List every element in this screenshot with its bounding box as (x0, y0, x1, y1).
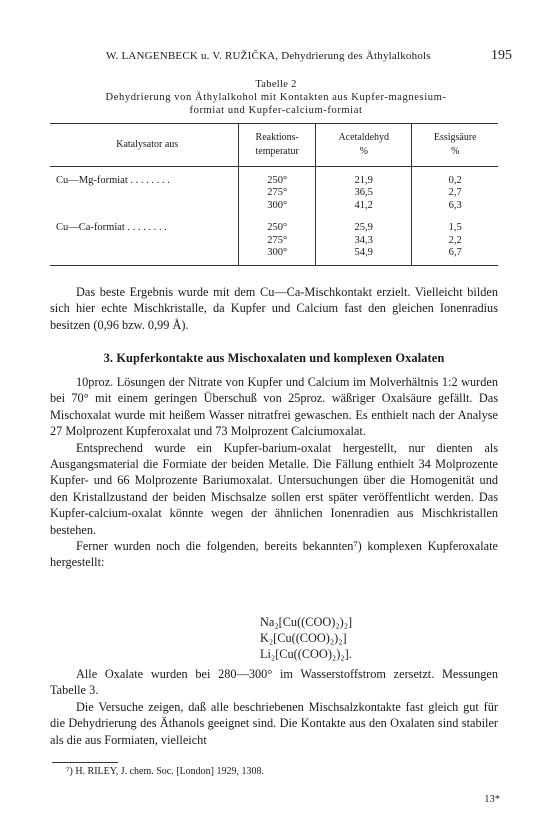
paragraph: 10proz. Lösungen der Nitrate von Kupfer und Calcium im Molverhältnis 1:2 wurden bei 70° mit einem geringen Überschuß von 25proz. wäßriger Oxalsäure gefällt. Das Mischoxalat wurde mit heißem Wasser nitratfrei gewaschen. Es enthielt nach der Analyse 27 Molprozent Kupferoxalat und 73 Molprozent Calciumoxalat. (50, 375, 498, 439)
table-header-row (50, 124, 498, 167)
table-row (50, 167, 498, 188)
essigsaeure-cell: 2,2 (448, 234, 462, 246)
col-header-acetaldehyd: Acetaldehyd % (316, 124, 412, 167)
col-header-temperature: Reaktions- temperatur (239, 124, 316, 167)
paragraph: Die Versuche zeigen, daß alle beschriebenen Mischsalzkontakte fast gleich gut für die Dehydrierung des Äthanols geeignet sind. Die Kontakte aus den Oxalaten sind stabiler als die aus Formiaten, vielleicht (50, 699, 498, 747)
temp-cell: 300° (239, 247, 316, 266)
essigsaeure-cell: 6,7 (412, 247, 498, 266)
running-head-text: W. LANGENBECK u. V. RUŽIČKA, Dehydrierung des Äthylalkohols (106, 50, 431, 62)
acetaldehyd-cell: 25,9 (316, 222, 412, 234)
results-table (50, 123, 498, 266)
formula: K₂[Cu((COO)₂)₂] (260, 631, 347, 645)
signature-mark: 13* (484, 794, 500, 805)
formula-list (260, 614, 352, 662)
footnote: ⁷) H. RILEY, J. chem. Soc. [London] 1929, 1308. (66, 766, 265, 777)
acetaldehyd-cell: 21,9 (316, 167, 412, 188)
table-row (50, 247, 498, 266)
paragraph-group-conclusion (50, 666, 498, 748)
catalyst-cell: Cu—Ca-formiat . . . . . . . . (50, 222, 239, 234)
table-caption (20, 78, 532, 117)
paragraph: Ferner wurden noch die folgenden, bereits bekannten⁷) komplexen Kupferoxalate hergestellt: (50, 539, 498, 570)
paragraph: Das beste Ergebnis wurde mit dem Cu—Ca-Mischkontakt erzielt. Vielleicht bilden sich hier echte Mischkristalle, da Kupfer und Calcium fast den gleichen Ionenradius besitzen (0,96 bzw. 0,99 Å). (50, 285, 498, 332)
temp-cell: 275° (239, 187, 316, 199)
acetaldehyd-cell: 36,5 (316, 187, 412, 199)
footnote-divider (52, 762, 118, 763)
table-number: Tabelle 2 (255, 79, 297, 90)
essigsaeure-cell: 1,5 (448, 222, 462, 234)
formula: Na₂[Cu((COO)₂)₂] (260, 615, 353, 629)
paragraph: Entsprechend wurde ein Kupfer-barium-oxalat hergestellt, nur dienten als Ausgangsmaterial die Formiate der beiden Metalle. Die Fällung enthielt 34 Molprozente Kupfer- und 66 Molprozente Bariumoxalat. Untersuchungen über die Homogenität und den Kristallzustand der beiden Mischsalze sollen erst später veröffentlicht werden. Das Kupfer-calcium-oxalat könnte wegen der ähnlichen Ionenradien aus Mischkristallen bestehen. (50, 440, 498, 537)
essigsaeure-cell: 6,3 (448, 199, 462, 211)
table-row (50, 222, 498, 234)
col-header-essigsaeure: Essigsäure % (412, 124, 498, 167)
formula: Li₂[Cu((COO)₂)₂]. (260, 647, 352, 661)
section-title: 3. Kupferkontakte aus Mischoxalaten und komplexen Oxalaten (103, 351, 445, 365)
table-row (50, 187, 498, 199)
acetaldehyd-cell: 41,2 (316, 200, 412, 212)
temp-cell: 250° (239, 167, 316, 188)
essigsaeure-cell: 0,2 (448, 175, 462, 186)
temp-cell: 275° (239, 235, 316, 247)
paragraph-group-methods (50, 374, 498, 571)
acetaldehyd-cell: 34,3 (316, 235, 412, 247)
table-row (50, 200, 498, 212)
table-caption-line-2: formiat und Kupfer-calcium-formiat (189, 105, 363, 116)
table-caption-line-1: Dehydrierung von Äthylalkohol mit Kontakten aus Kupfer-magnesium- (105, 92, 447, 103)
catalyst-cell: Cu—Mg-formiat . . . . . . . . (50, 167, 239, 188)
acetaldehyd-cell: 54,9 (316, 247, 412, 266)
temp-cell: 300° (239, 200, 316, 212)
paragraph: Alle Oxalate wurden bei 280—300° im Wasserstoffstrom zersetzt. Messungen Tabelle 3. (50, 667, 498, 698)
temp-cell: 250° (239, 222, 316, 234)
table-row (50, 235, 498, 247)
col-header-catalyst: Katalysator aus (50, 124, 239, 167)
essigsaeure-cell: 2,7 (448, 187, 462, 199)
page-number: 195 (491, 48, 512, 63)
paragraph-result (50, 284, 498, 333)
